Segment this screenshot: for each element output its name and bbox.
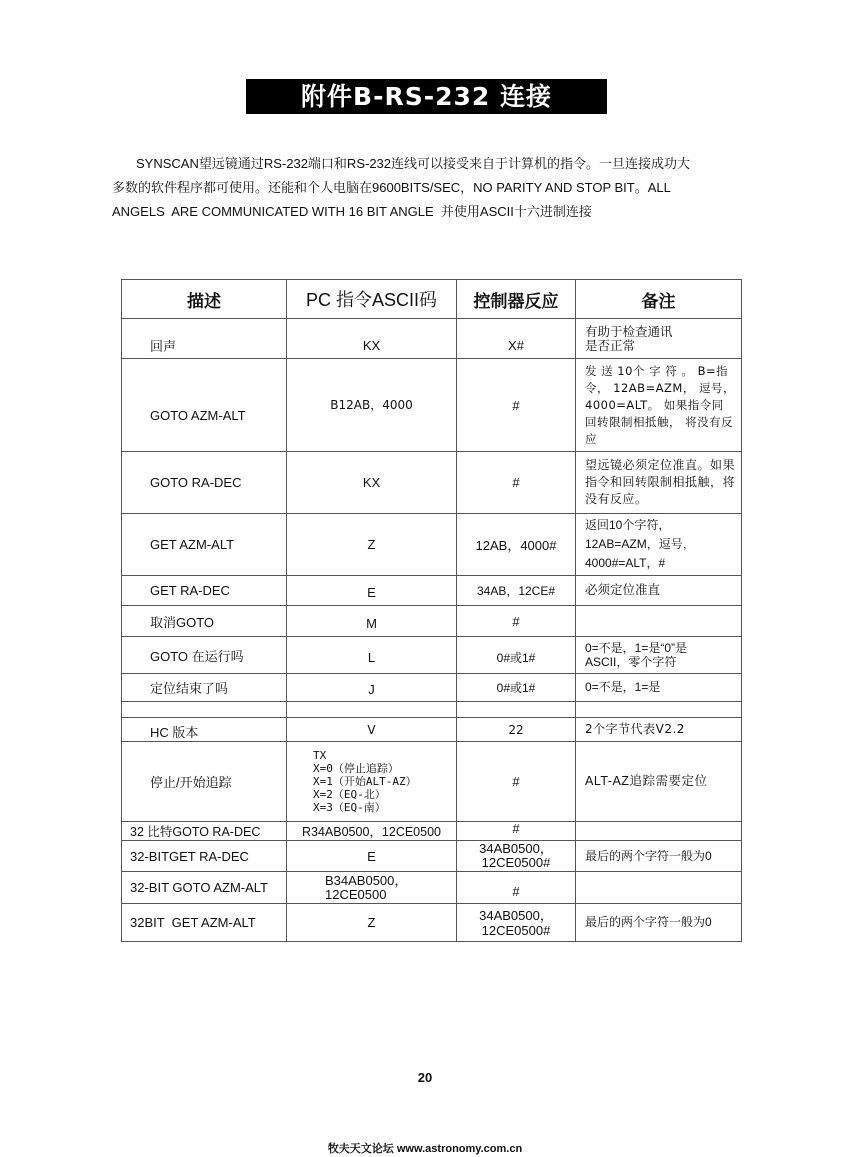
header-pc-command: PC 指令ASCII码 — [287, 280, 457, 319]
table-row — [122, 637, 742, 674]
table-row — [122, 359, 742, 452]
cell-description: GET RA-DEC — [122, 576, 287, 606]
cell-response: # — [457, 742, 576, 822]
table-row — [122, 674, 742, 702]
cell-note — [576, 702, 742, 718]
table-row — [122, 822, 742, 841]
cell-note — [576, 872, 742, 904]
footer-watermark: 牧夫天文论坛 www.astronomy.com.cn — [327, 1143, 523, 1155]
header-controller-response: 控制器反应 — [457, 280, 576, 319]
cell-command: TX X=0（停止追踪） X=1（开始ALT-AZ） X=2（EQ-北） X=3（EQ-南） — [287, 742, 457, 822]
cell-note: ALT-AZ追踪需要定位 — [576, 742, 742, 822]
cell-command: B34AB0500， 12CE0500 — [287, 872, 457, 904]
intro-line-3: ANGELS ARE COMMUNICATED WITH 16 BIT ANGLE 并使用ASCII十六进制连接 — [112, 204, 592, 219]
cell-description: GOTO RA-DEC — [122, 452, 287, 514]
cell-command: E — [287, 841, 457, 872]
cell-note: 有助于检查通讯 是否正常 — [576, 319, 742, 359]
cell-response: 34AB0500， 12CE0500# — [457, 904, 576, 942]
cell-note: 返回10个字符， 12AB=AZM，逗号， 4000#=ALT，# — [576, 514, 742, 576]
cell-command — [287, 702, 457, 718]
cell-response: 12AB，4000# — [457, 514, 576, 576]
cell-response: # — [457, 822, 576, 841]
cell-description: GET AZM-ALT — [122, 514, 287, 576]
cell-note: 0=不是，1=是“0”是 ASCII，零个字符 — [576, 637, 742, 674]
intro-paragraph — [112, 152, 742, 224]
cell-note: 0=不是，1=是 — [576, 674, 742, 702]
header-notes: 备注 — [576, 280, 742, 319]
cell-description: GOTO AZM-ALT — [122, 359, 287, 452]
cell-note: 望远镜必须定位准直。如果指令和回转限制相抵触，将没有反应。 — [576, 452, 742, 514]
intro-line-1: SYNSCAN望远镜通过RS-232端口和RS-232连线可以接受来自于计算机的指令。一旦连接成功大 — [136, 156, 691, 171]
cell-response: X# — [457, 319, 576, 359]
cell-command: M — [287, 606, 457, 637]
cell-note: 最后的两个字符一般为0 — [576, 841, 742, 872]
cell-note: 2个字节代表V2.2 — [576, 718, 742, 742]
header-description: 描述 — [122, 280, 287, 319]
cell-response: 22 — [457, 718, 576, 742]
command-table — [121, 279, 742, 942]
cell-description: 32BIT GET AZM-ALT — [122, 904, 287, 942]
table-row — [122, 514, 742, 576]
cell-command: KX — [287, 452, 457, 514]
cell-response: 34AB，12CE# — [457, 576, 576, 606]
appendix-title: 附件B-RS-232 连接 — [246, 79, 607, 114]
page-number: 20 — [417, 1070, 433, 1085]
cell-note: 最后的两个字符一般为0 — [576, 904, 742, 942]
table-row-empty — [122, 702, 742, 718]
cell-response: # — [457, 872, 576, 904]
cell-description — [122, 702, 287, 718]
cell-description: 回声 — [122, 319, 287, 359]
cell-command: Z — [287, 514, 457, 576]
table-row — [122, 841, 742, 872]
cell-response: # — [457, 452, 576, 514]
cell-description: 32-BIT GOTO AZM-ALT — [122, 872, 287, 904]
cell-command: Z — [287, 904, 457, 942]
table-row — [122, 904, 742, 942]
table-row — [122, 606, 742, 637]
table-row — [122, 872, 742, 904]
cell-command: V — [287, 718, 457, 742]
cell-description: HC 版本 — [122, 718, 287, 742]
cell-description: 停止/开始追踪 — [122, 742, 287, 822]
cell-description: 32-BITGET RA-DEC — [122, 841, 287, 872]
cell-note — [576, 606, 742, 637]
table-row — [122, 319, 742, 359]
cell-command: B12AB，4000 — [287, 359, 457, 452]
table-header-row — [122, 280, 742, 319]
cell-description: 定位结束了吗 — [122, 674, 287, 702]
cell-note — [576, 822, 742, 841]
cell-description: 32 比特GOTO RA-DEC — [122, 822, 287, 841]
table-row — [122, 452, 742, 514]
table-row — [122, 742, 742, 822]
cell-command: R34AB0500，12CE0500 — [287, 822, 457, 841]
cell-response: 0#或1# — [457, 674, 576, 702]
cell-command: J — [287, 674, 457, 702]
cell-response: # — [457, 359, 576, 452]
cell-command: E — [287, 576, 457, 606]
cell-note: 必须定位准直 — [576, 576, 742, 606]
cell-response — [457, 702, 576, 718]
cell-command: KX — [287, 319, 457, 359]
table-row — [122, 576, 742, 606]
cell-note: 发 送 10个 字 符 。 B=指令， 12AB=AZM， 逗号， 4000=ALT。 如果指令同回转限制相抵触， 将没有反应 — [576, 359, 742, 452]
cell-description: GOTO 在运行吗 — [122, 637, 287, 674]
cell-response: 34AB0500， 12CE0500# — [457, 841, 576, 872]
table-row — [122, 718, 742, 742]
cell-response: 0#或1# — [457, 637, 576, 674]
cell-response: # — [457, 606, 576, 637]
intro-line-2: 多数的软件程序都可使用。还能和个人电脑在9600BITS/SEC，NO PARITY AND STOP BIT。ALL — [112, 180, 671, 195]
cell-description: 取消GOTO — [122, 606, 287, 637]
cell-command: L — [287, 637, 457, 674]
